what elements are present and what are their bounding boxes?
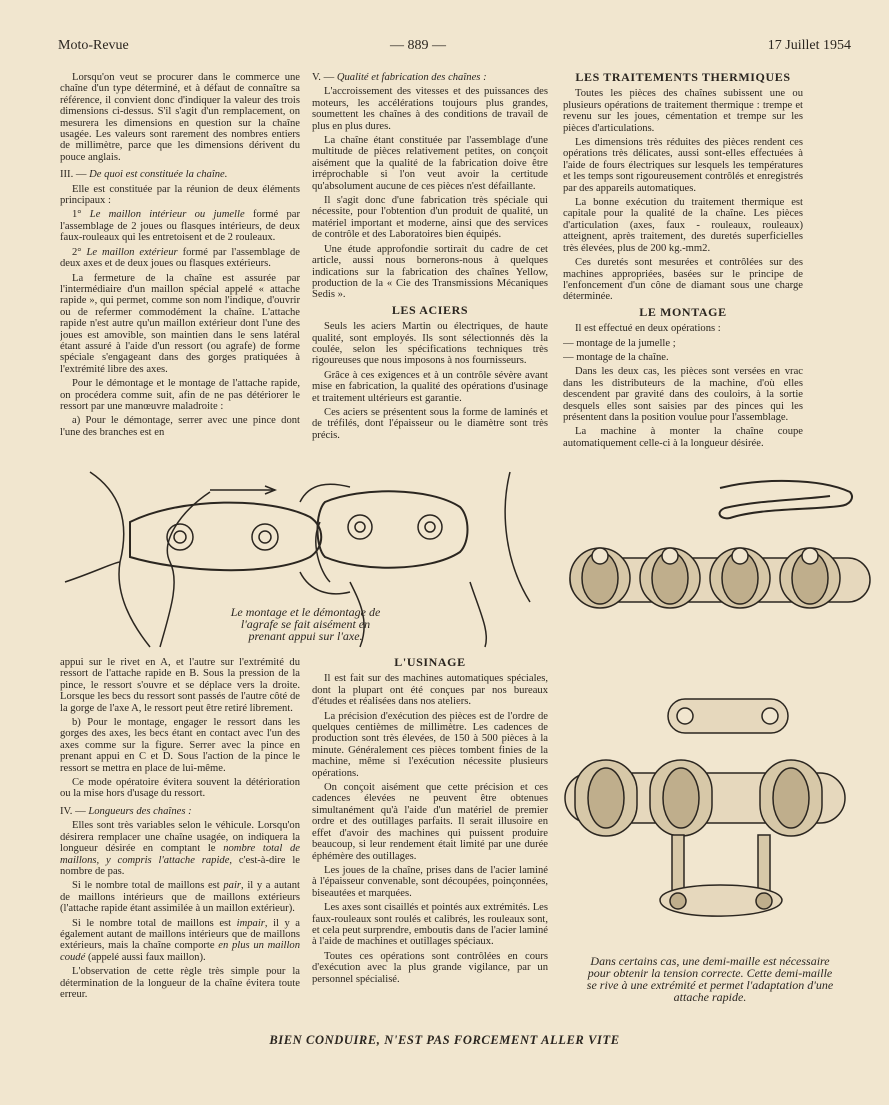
paragraph: Il est fait sur des machines automatiques spéciales, dont la plupart ont été conçues par nos bureaux d'études et réalisées dans nos ateliers.	[312, 673, 548, 708]
paragraph: Toutes les pièces des chaînes subissent une ou plusieurs opérations de traitement thermique : trempe et revenu sur les joues, cémentation et trempe sur les pièces d'articulations.	[563, 88, 803, 134]
column-1-bottom	[60, 657, 300, 1032]
heading-traitements: LES TRAITEMENTS THERMIQUES	[575, 72, 791, 84]
chain-drawing	[560, 470, 889, 655]
paragraph: Seuls les aciers Martin ou électriques, de haute qualité, sont employés. Ils sont sélectionnés dès la coulée, selon les spécifications techniques très rigoureuses que nous imposons à nos fournisseurs.	[312, 321, 548, 367]
section-heading-5: V. — Qualité et fabrication des chaînes :	[312, 72, 487, 83]
list-item: — montage de la jumelle ;	[563, 337, 676, 349]
paragraph: a) Pour le démontage, serrer avec une pince dont l'une des branches est en	[60, 415, 300, 438]
half-link-drawing	[560, 665, 880, 950]
paragraph: On conçoit aisément que cette précision et ces cadences élevées ne peuvent être obtenues simultanément qu'à l'aide d'un matériel de premier ordre et des outillages parfaits. Il serait illusoire en effet d'avoir des machines qui puissent produire beaucoup, si leur rendement était limité par une durée éphémère des outillages.	[312, 782, 548, 862]
publication-name: Moto-Revue	[58, 38, 129, 53]
paragraph: Elle est constituée par la réunion de deux éléments principaux :	[60, 183, 300, 207]
paragraph: Pour le démontage et le montage de l'attache rapide, on procédera comme suit, afin de ne pas détériorer le ressort par une manœuvre maladroite :	[60, 378, 300, 412]
chain-illustration	[560, 470, 889, 655]
paragraph: appui sur le rivet en A, et l'autre sur l'extrémité du ressort de l'attache rapide en B. Sous la pression de la pince, le ressort s'ouvre et se déplace vers la droite. Lorsque les becs du ressort sont passés de l'autre côté de la gorge de l'axe A, le ressort peut être retiré librement.	[60, 657, 300, 714]
paragraph: Il est effectué en deux opérations :	[575, 323, 721, 335]
paragraph: Si le nombre total de maillons est pair, il y a autant de maillons intérieurs que de maillons extérieurs (l'attache rapide étant assimilée à un maillon extérieur).	[60, 880, 300, 915]
footer-slogan: BIEN CONDUIRE, N'EST PAS FORCEMENT ALLER VITE	[269, 1033, 620, 1047]
list-item: 1° Le maillon intérieur ou jumelle formé par l'assemblage de 2 joues ou flasques intérieurs, de deux faux-rouleaux qui les entretoisent et de 2 rouleaux.	[60, 209, 300, 244]
paragraph: b) Pour le montage, engager le ressort dans les gorges des axes, les becs étant en contact avec l'un des axes comme sur la figure. Serrer avec la pince en prenant appui en C et D. Sous l'action de la pince le ressort se mettra en place de lui-même.	[60, 717, 300, 774]
paragraph: La fermeture de la chaîne est assurée par l'intermédiaire d'un maillon spécial appelé « attache rapide », qui permet, comme son nom l'indique, d'ouvrir ou de refermer commodément la chaîne. L'attache rapide n'est autre qu'un maillon extérieur dont l'une des joues est amovible, son maintien dans le sens latéral étant assuré à l'aide d'un ressort (ou agrafe) de forme spéciale s'engageant dans des gorges pratiquées à l'extrémité libre des axes.	[60, 272, 300, 375]
paragraph: La machine à monter la chaîne coupe automatiquement celle-ci à la longueur désirée.	[563, 426, 803, 449]
paragraph: Ces duretés sont mesurées et contrôlées sur des machines appropriées, basées sur le principe de l'enfoncement d'un cône de diamant sous une charge déterminée.	[563, 257, 803, 303]
issue-date: 17 Juillet 1954	[767, 38, 851, 53]
paragraph: Dans les deux cas, les pièces sont versées en vrac dans les distributeurs de la machine, d'où elles descendent par gravité dans des couloirs, à la sortie desquels elles sont saisies par des pinces qui les présentent dans la position voulue pour l'assemblage.	[563, 366, 803, 423]
heading-aciers: LES ACIERS	[391, 302, 469, 317]
figure-2-caption: Dans certains cas, une demi-maille est nécessaire pour obtenir la tension correcte. Cette demi-maille se rive à une extrémité et permet l'adaptation d'une attache rapide.	[586, 954, 834, 1004]
paragraph: L'accroissement des vitesses et des puissances des moteurs, les accélérations toujours plus grandes, soumettent les chaînes à des conditions de travail de plus en plus dures.	[312, 86, 548, 132]
paragraph: Ce mode opératoire évitera souvent la détérioration ou la mise hors d'usage du ressort.	[60, 777, 300, 800]
paragraph: La chaîne étant constituée par l'assemblage d'une multitude de pièces relativement petites, on conçoit aisément que la qualité de la fabrication doive être irréprochable si l'on veut avoir la certitude qu'absolument aucune de ces pièces n'est défaillante.	[312, 135, 548, 192]
figure-1-caption: Le montage et le démontage de l'agrafe se fait aisément en prenant appui sur l'axe.	[230, 605, 381, 643]
section-heading-3: III. — De quoi est constituée la chaîne.	[60, 169, 228, 181]
paragraph: Si le nombre total de maillons est impair, il y a également autant de maillons intérieurs que de maillons extérieurs, mais la chaîne comporte en plus un maillon coudé (appelé aussi faux maillon).	[60, 917, 300, 963]
paragraph: La bonne exécution du traitement thermique est capitale pour la qualité de la chaîne. Les pièces d'articulation (axes, faux - rouleaux, rouleaux) atteignent, après traitement, des duretés superficielles très élevées, plus de 200 kg.-mm2.	[563, 197, 803, 254]
paragraph: Les axes sont cisaillés et pointés aux extrémités. Les faux-rouleaux sont roulés et calibrés, les rouleaux sont, et cela peut surprendre, emboutis dans de l'acier laminé à l'aide de machines et outillages spéciaux.	[312, 902, 548, 948]
column-1-top	[60, 72, 300, 458]
column-2-bottom	[312, 657, 548, 1032]
paragraph: Elles sont très variables selon le véhicule. Lorsqu'on désirera remplacer une chaîne usagée, on indiquera la longueur désirée en comptant le nombre total de maillons, y compris l'attache rapide, c'est-à-dire le nombre de pas.	[60, 820, 300, 877]
paragraph: Lorsqu'on veut se procurer dans le commerce une chaîne d'un type déterminé, et à défaut de connaître sa référence, il convient donc d'indiquer la valeur des trois dimensions ci-dessus. S'il s'agit d'un remplacement, on mesurera les dimensions en question sur la chaîne usagée. Les valeurs sont rarement des nombres entiers de millimètre, parce que les dimensions dérivent du pouce anglais.	[60, 72, 300, 163]
list-item: 2° Le maillon extérieur formé par l'assemblage de deux axes et de deux joues ou flasques extérieurs.	[60, 246, 300, 270]
paragraph: Une étude approfondie sortirait du cadre de cet article, aussi nous bornerons-nous à quelques indications sur la fabrication des chaînes Yellow, production de la « Cie des Transmissions Mécaniques Sedis ».	[312, 243, 548, 301]
list-item: — montage de la chaîne.	[563, 351, 669, 363]
column-2-top	[312, 72, 548, 458]
paragraph: L'observation de cette règle très simple pour la détermination de la longueur de la chaîne évitera toute erreur.	[60, 966, 300, 1000]
heading-usinage: L'USINAGE	[394, 657, 466, 669]
half-link-illustration	[560, 665, 880, 950]
paragraph: Grâce à ces exigences et à un contrôle sévère avant mise en fabrication, la qualité des opérations d'usinage et traitement ultérieurs est garantie.	[312, 369, 548, 404]
paragraph: Les dimensions très réduites des pièces rendent ces opérations très délicates, aussi sont-elles effectuées à l'aide de fours électriques sur lesquels les températures et les temps sont rigoureusement contrôlés et enregistrés par des appareils automatiques.	[563, 137, 803, 194]
column-3-top	[563, 72, 803, 462]
paragraph: Ces aciers se présentent sous la forme de laminés et de tréfilés, dont l'épaisseur ou le diamètre sont très précis.	[312, 406, 548, 441]
paragraph: Les joues de la chaîne, prises dans de l'acier laminé à l'épaisseur convenable, sont découpées, poinçonnées, biseautées et marquées.	[312, 864, 548, 899]
heading-montage: LE MONTAGE	[639, 304, 727, 319]
paragraph: Il s'agit donc d'une fabrication très spéciale qui nécessite, pour l'obtention d'un produit de qualité, un matériel important et moderne, ainsi que des services de contrôle et des Laboratoires bien équipés.	[312, 195, 548, 241]
page-number: — 889 —	[390, 38, 446, 53]
section-heading-4: IV. — Longueurs des chaînes :	[60, 805, 192, 817]
paragraph: Toutes ces opérations sont contrôlées en cours d'exécution avec la plus grande vigilance, par un personnel spécialisé.	[312, 950, 548, 985]
paragraph: La précision d'exécution des pièces est de l'ordre de quelques centièmes de millimètre. Les cadences de production sont très élevées, de 150 à 500 pièces à la minute. Généralement ces pièces tombent finies de la machine, même si l'exécution nécessite plusieurs opérations.	[312, 710, 548, 779]
